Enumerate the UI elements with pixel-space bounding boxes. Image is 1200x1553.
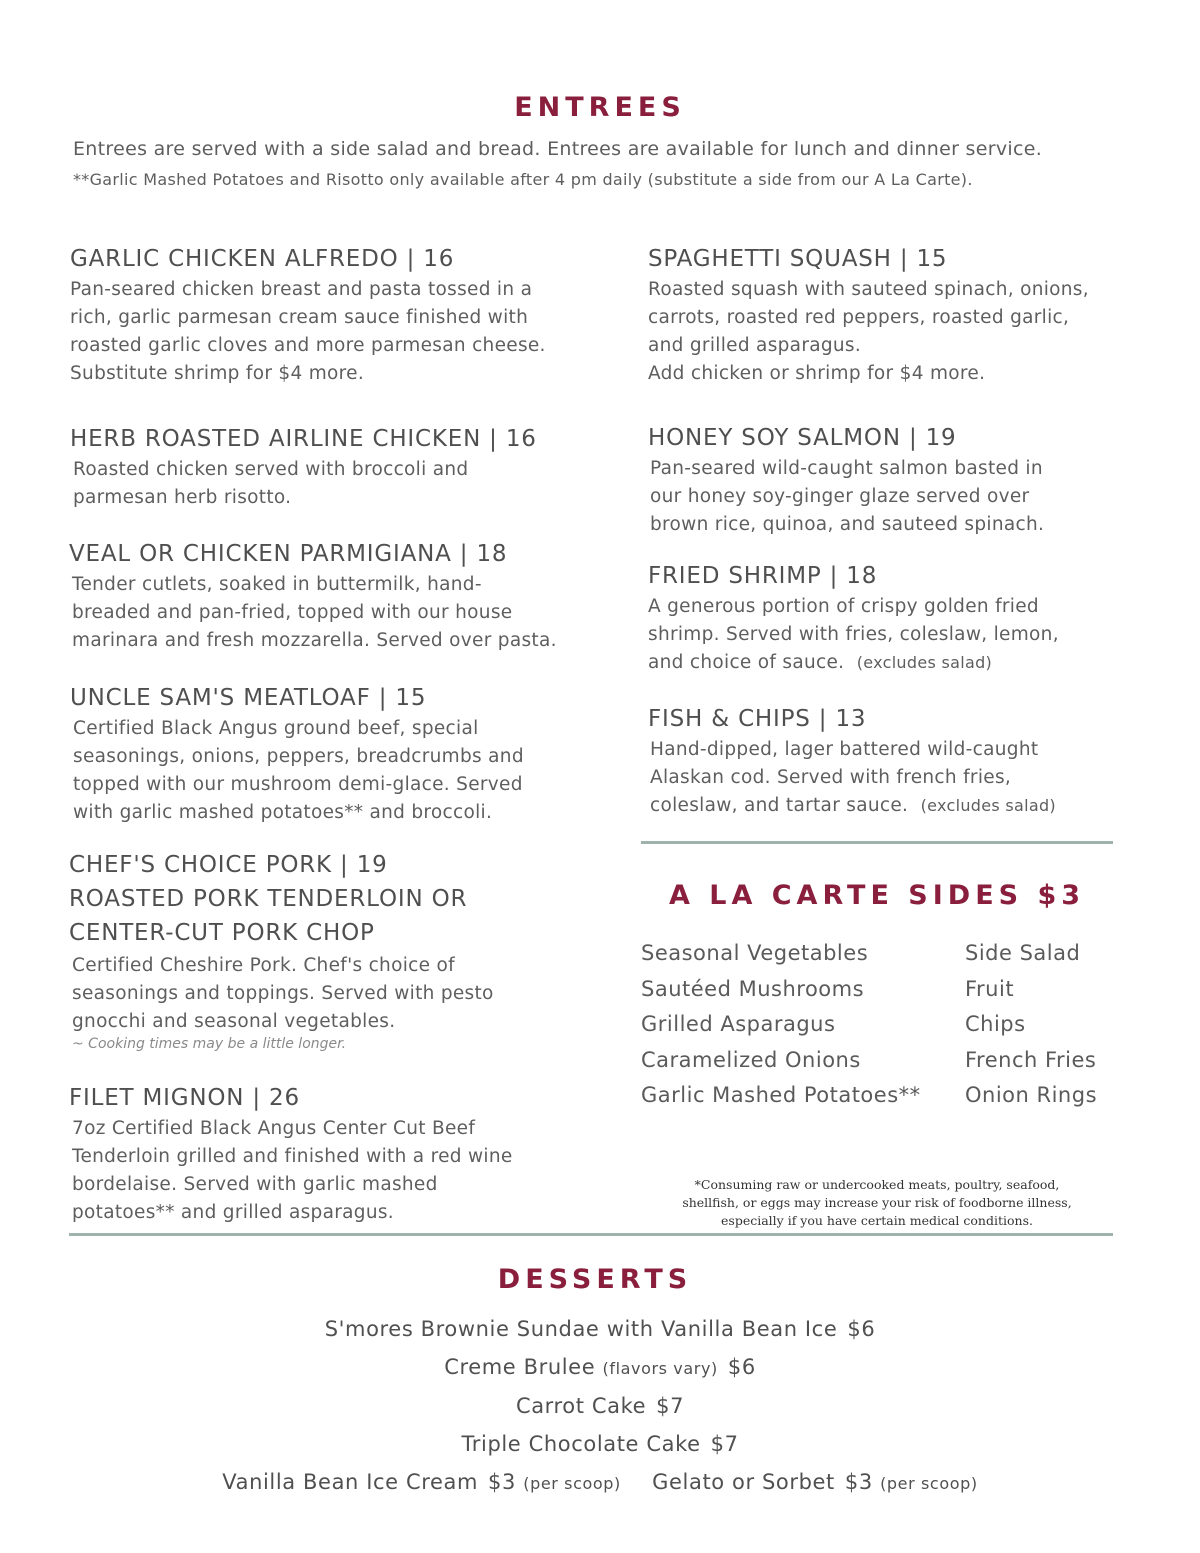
desc-line: marinara and fresh mozzarella. Served over pasta. — [72, 630, 557, 651]
desc-line: Alaskan cod. Served with french fries, — [650, 767, 1012, 788]
item-description — [69, 1115, 609, 1227]
desc-line: shrimp. Served with fries, coleslaw, lemon, — [648, 624, 1059, 645]
disclaimer-line: especially if you have certain medical conditions. — [721, 1213, 1033, 1228]
item-description — [70, 715, 610, 827]
item-title-line: CENTER-CUT PORK CHOP — [69, 920, 375, 946]
sides-left-list — [641, 936, 921, 1114]
item-description — [70, 276, 610, 388]
desc-line: Pan-seared wild-caught salmon basted in — [650, 458, 1043, 479]
item-description — [648, 455, 1168, 539]
desc-line: A generous portion of crispy golden fried — [648, 596, 1039, 617]
item-title: HERB ROASTED AIRLINE CHICKEN | 16 — [70, 426, 537, 452]
item-title: GARLIC CHICKEN ALFREDO | 16 — [70, 246, 455, 272]
excludes-salad-tag: (excludes salad) — [920, 796, 1056, 815]
desc-line: parmesan herb risotto. — [73, 487, 292, 508]
dessert-name: Creme Brulee — [444, 1355, 596, 1379]
item-title: CHEF'S CHOICE PORK | 19 — [69, 852, 388, 878]
desc-line: Hand-dipped, lager battered wild-caught — [650, 739, 1039, 760]
desc-line: Tenderloin grilled and finished with a red wine — [72, 1146, 513, 1167]
dessert-price: $3 — [488, 1470, 516, 1494]
side-item: Seasonal Vegetables — [641, 941, 869, 965]
dessert-item — [0, 1317, 1200, 1341]
desc-line: potatoes** and grilled asparagus. — [72, 1202, 394, 1223]
entrees-title: ENTREES — [514, 92, 686, 123]
desc-line: topped with our mushroom demi-glace. Served — [73, 774, 523, 795]
dessert-price: $3 — [844, 1470, 873, 1494]
item-title-line: ROASTED PORK TENDERLOIN OR — [69, 886, 468, 912]
desc-line: 7oz Certified Black Angus Center Cut Beef — [72, 1118, 476, 1139]
entree-honey-soy-salmon — [648, 421, 1168, 539]
item-description — [69, 952, 609, 1036]
desc-line: and choice of sauce. (excludes salad) — [648, 652, 993, 673]
side-item: Side Salad — [965, 941, 1081, 965]
item-description — [69, 571, 614, 655]
sides-title: A LA CARTE SIDES $3 — [668, 880, 1086, 911]
entree-chefs-choice-pork — [69, 848, 609, 1052]
side-item: Sautéed Mushrooms — [641, 976, 865, 1001]
disclaimer-line: shellfish, or eggs may increase your risk of foodborne illness, — [682, 1195, 1072, 1210]
desc-line: coleslaw, and tartar sauce. (excludes salad) — [650, 795, 1056, 816]
dessert-price: $6 — [727, 1355, 756, 1379]
side-item: Grilled Asparagus — [641, 1012, 836, 1036]
dessert-last-row — [0, 1470, 1200, 1494]
desc-line: Add chicken or shrimp for $4 more. — [648, 363, 986, 384]
desc-line: Roasted squash with sauteed spinach, onions, — [648, 279, 1089, 300]
dessert-qualifier: (per scoop) — [523, 1474, 621, 1493]
desc-line: Substitute shrimp for $4 more. — [70, 363, 365, 384]
entrees-note: **Garlic Mashed Potatoes and Risotto only available after 4 pm daily (substitute a side from our A La Carte). — [73, 170, 973, 189]
desc-line: bordelaise. Served with garlic mashed — [72, 1174, 438, 1195]
item-title: FILET MIGNON | 26 — [69, 1085, 300, 1111]
dessert-item — [0, 1432, 1200, 1456]
desc-line: rich, garlic parmesan cream sauce finished with — [70, 307, 529, 328]
entree-filet-mignon — [69, 1081, 609, 1227]
dessert-qualifier: (per scoop) — [880, 1474, 978, 1493]
desc-line: seasonings, onions, peppers, breadcrumbs and — [73, 746, 524, 767]
side-item: Onion Rings — [965, 1083, 1098, 1107]
desc-line: with garlic mashed potatoes** and broccoli. — [73, 802, 493, 823]
desc-line: Certified Cheshire Pork. Chef's choice of — [72, 955, 455, 976]
excludes-salad-tag: (excludes salad) — [856, 653, 993, 672]
desc-line: roasted garlic cloves and more parmesan cheese. — [70, 335, 546, 356]
item-title: FRIED SHRIMP | 18 — [648, 563, 878, 589]
side-item: French Fries — [965, 1047, 1097, 1072]
entree-garlic-chicken-alfredo — [70, 242, 610, 388]
dessert-name: Gelato or Sorbet — [652, 1470, 835, 1494]
entree-fried-shrimp — [648, 559, 1168, 677]
entree-uncle-sams-meatloaf — [70, 681, 610, 827]
dessert-name: S'mores Brownie Sundae with Vanilla Bean Ice — [324, 1317, 838, 1341]
desserts-title: DESSERTS — [497, 1264, 693, 1295]
divider — [69, 1233, 1113, 1236]
entrees-intro: Entrees are served with a side salad and bread. Entrees are available for lunch and dinner service. — [73, 138, 1043, 160]
desc-line: Pan-seared chicken breast and pasta tossed in a — [70, 279, 533, 300]
desc-line: Certified Black Angus ground beef, special — [73, 718, 479, 739]
entree-spaghetti-squash — [648, 242, 1168, 388]
dessert-price: $7 — [656, 1394, 685, 1418]
dessert-price: $7 — [710, 1432, 739, 1456]
dessert-price: $6 — [847, 1317, 876, 1341]
desc-line: our honey soy-ginger glaze served over — [650, 486, 1030, 507]
desc-line: carrots, roasted red peppers, roasted garlic, — [648, 307, 1070, 328]
side-item: Caramelized Onions — [641, 1047, 861, 1072]
item-title: FISH & CHIPS | 13 — [648, 706, 867, 732]
side-item: Fruit — [965, 976, 1015, 1001]
desc-line: gnocchi and seasonal vegetables. — [72, 1011, 396, 1032]
dessert-item — [0, 1355, 1200, 1379]
item-title: UNCLE SAM'S MEATLOAF | 15 — [70, 685, 427, 711]
entree-herb-roasted-chicken — [70, 422, 610, 512]
item-description — [70, 456, 610, 512]
item-title: HONEY SOY SALMON | 19 — [648, 425, 957, 451]
dessert-qualifier: (flavors vary) — [602, 1359, 718, 1378]
disclaimer-line: *Consuming raw or undercooked meats, poultry, seafood, — [694, 1177, 1060, 1192]
desc-line: seasonings and toppings. Served with pesto — [72, 983, 494, 1004]
desc-line: Roasted chicken served with broccoli and — [73, 459, 469, 480]
desc-line: breaded and pan-fried, topped with our house — [72, 602, 513, 623]
dessert-name: Carrot Cake — [515, 1394, 647, 1418]
dessert-item — [0, 1394, 1200, 1418]
divider — [641, 841, 1113, 844]
item-title: VEAL OR CHICKEN PARMIGIANA | 18 — [69, 541, 508, 567]
item-description — [648, 276, 1168, 388]
item-title: SPAGHETTI SQUASH | 15 — [648, 246, 948, 272]
dessert-name: Vanilla Bean Ice Cream — [222, 1470, 479, 1494]
item-description — [648, 736, 1168, 820]
side-item: Garlic Mashed Potatoes** — [641, 1083, 921, 1107]
sides-right-list — [965, 936, 1097, 1114]
entree-veal-chicken-parmigiana — [69, 537, 614, 655]
desc-line: brown rice, quinoa, and sauteed spinach. — [650, 514, 1045, 535]
item-note: ~ Cooking times may be a little longer. — [72, 1036, 347, 1052]
entree-fish-and-chips — [648, 702, 1168, 820]
food-safety-disclaimer — [641, 1176, 1113, 1230]
dessert-name: Triple Chocolate Cake — [461, 1432, 701, 1456]
item-description — [648, 593, 1168, 677]
desc-line: and grilled asparagus. — [648, 335, 862, 356]
side-item: Chips — [965, 1012, 1026, 1036]
desc-line: Tender cutlets, soaked in buttermilk, hand- — [72, 574, 482, 595]
